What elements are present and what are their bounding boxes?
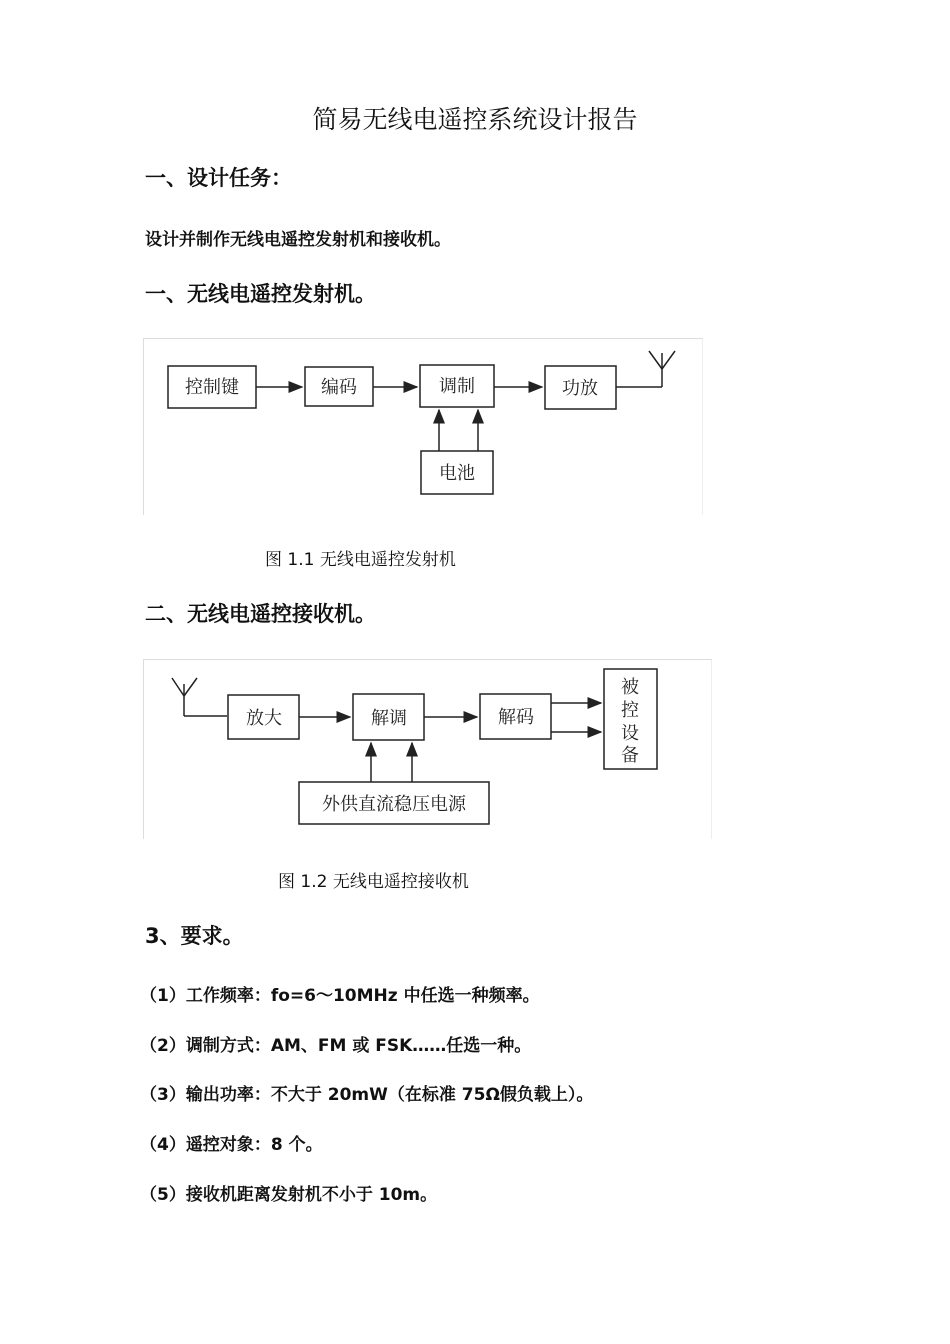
block-battery-label: 电池 xyxy=(439,463,475,484)
requirement-item: （3）输出功率：不大于 20mW（在标准 75Ω假负载上）。 xyxy=(140,1085,594,1105)
block-power-amp-label: 功放 xyxy=(562,378,598,399)
block-encoder-label: 编码 xyxy=(321,377,357,398)
requirement-item: （1）工作频率：fo=6～10MHz 中任选一种频率。 xyxy=(140,986,540,1006)
figure-2-caption: 图 1.2 无线电遥控接收机 xyxy=(278,872,469,892)
requirement-item: （5）接收机距离发射机不小于 10m。 xyxy=(140,1185,438,1205)
section2-heading: 二、无线电遥控接收机。 xyxy=(145,602,376,626)
block-dc-power-supply-label: 外供直流稳压电源 xyxy=(322,794,466,815)
section1-heading: 一、无线电遥控发射机。 xyxy=(145,282,376,306)
requirement-item: （2）调制方式：AM、FM 或 FSK……任选一种。 xyxy=(140,1036,532,1056)
antenna-icon xyxy=(649,351,662,369)
requirements-heading: 3、要求。 xyxy=(145,924,244,948)
block-device-label-4: 备 xyxy=(621,745,639,766)
block-demodulator-label: 解调 xyxy=(371,708,407,729)
block-control-key-label: 控制键 xyxy=(185,377,239,398)
page-title: 简易无线电遥控系统设计报告 xyxy=(312,105,638,134)
block-decoder-label: 解码 xyxy=(498,707,534,728)
transmitter-diagram xyxy=(143,338,703,515)
requirement-item: （4）遥控对象：8 个。 xyxy=(140,1135,323,1155)
task-text: 设计并制作无线电遥控发射机和接收机。 xyxy=(145,230,451,250)
task-heading: 一、设计任务： xyxy=(145,166,292,190)
receiver-diagram xyxy=(143,659,712,839)
block-device-label-2: 控 xyxy=(621,700,639,721)
block-device-label-1: 被 xyxy=(621,677,639,698)
block-device-label-3: 设 xyxy=(621,723,639,744)
block-amplifier-label: 放大 xyxy=(246,708,282,729)
figure-1-caption: 图 1.1 无线电遥控发射机 xyxy=(265,550,456,570)
block-modulator-label: 调制 xyxy=(439,376,475,397)
